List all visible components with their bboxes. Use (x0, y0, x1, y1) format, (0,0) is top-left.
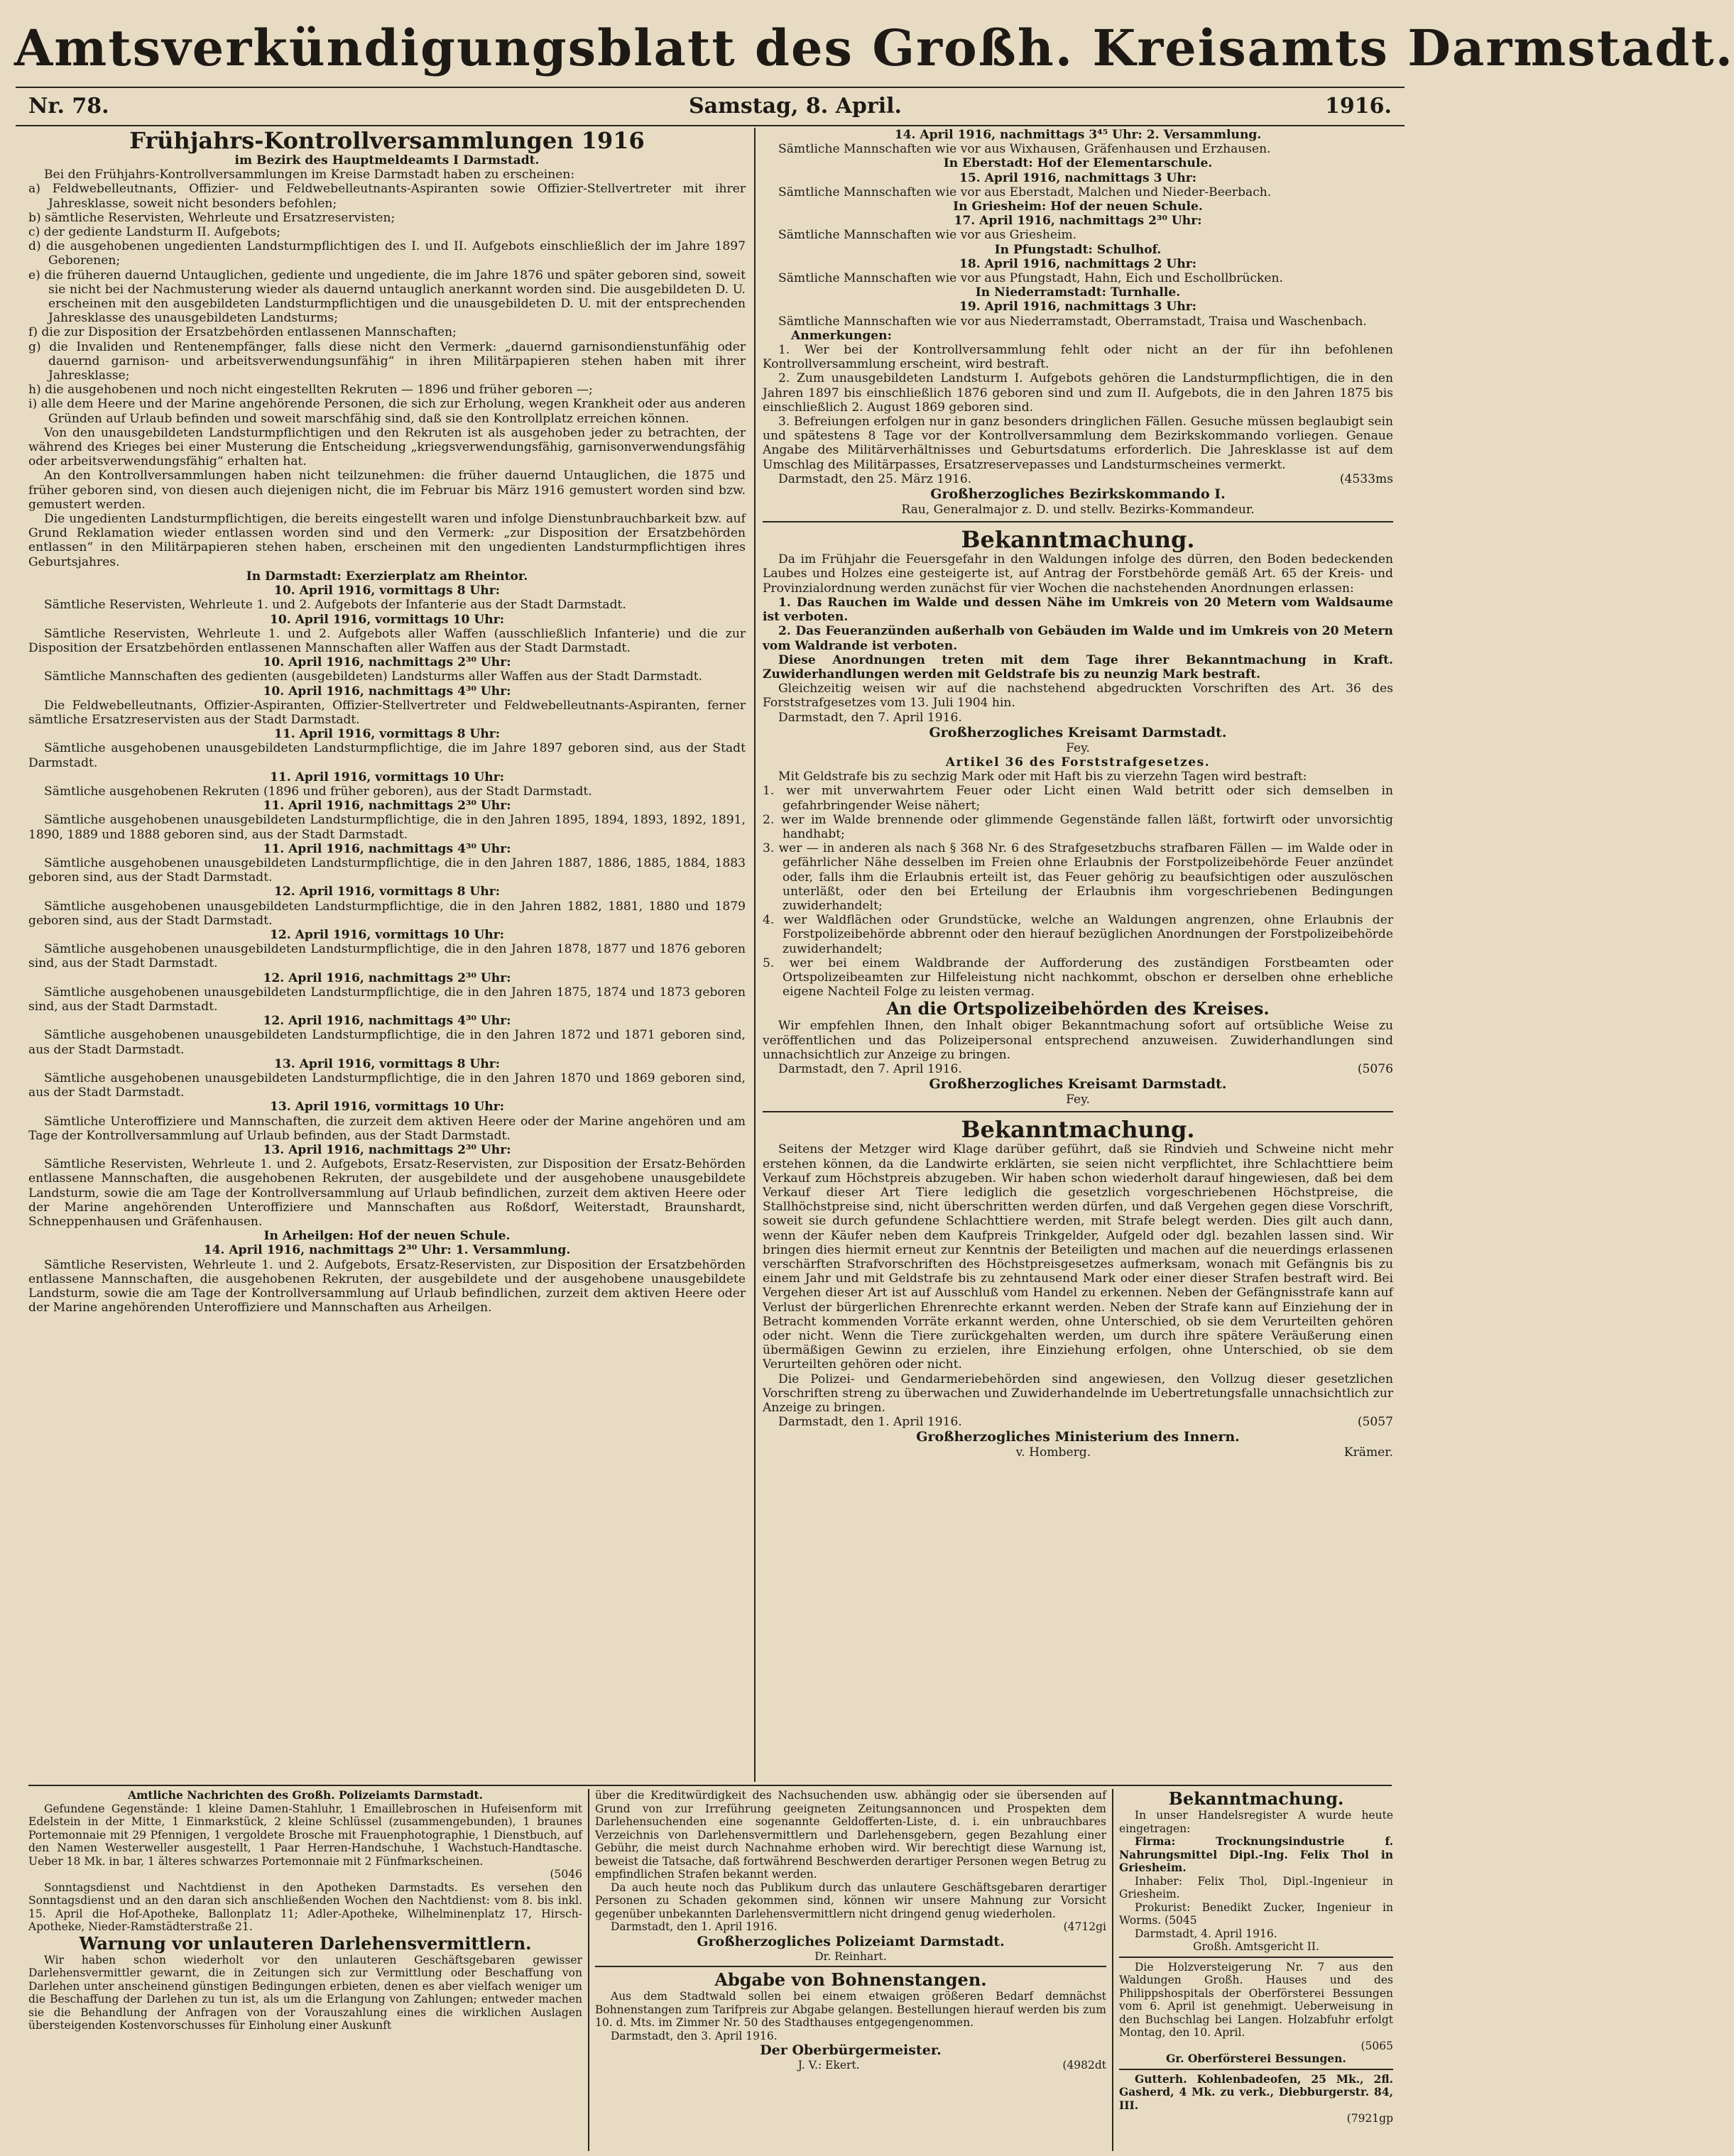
issue-rule (16, 125, 1405, 126)
c2-text3: Aus dem Stadtwald sollen bei einem etwaigen größeren Bedarf demnächst Bohnenstangen zum Tarifpreis zur Abgabe gelangen. Bestellungen hierauf werden bis zum 10. d. Mts. im Zimmer Nr. 50 des Stadthauses entgegengenommen. (595, 1990, 1106, 2029)
article-title: Artikel 36 des Forststrafgesetzes. (945, 755, 1211, 770)
notes-title: Anmerkungen: (791, 328, 892, 343)
note: 3. Befreiungen erfolgen nur in ganz besonders dringlichen Fällen. Gesuche müssen beglaubigt sein und spätestens 8 Tage vor der Kontrollversammlung dem Bezirkskommando vorliegen. Genaue Angabe des Militärverhältnisses und Geburtsdatums erforderlich. Die Jahresklasse ist auf dem Umschlag des Militärpasses, Ersatzreservepasses und Landsturmscheines vermerkt. (763, 415, 1393, 472)
c3-owner: Inhaber: Felix Thol, Dipl.-Ingenieur in Griesheim. (1119, 1874, 1393, 1900)
masthead-rule (16, 87, 1405, 88)
c3-text2: Die Holzversteigerung Nr. 7 aus den Waldungen Großh. Hauses und des Philippshospitals der Oberförsterei Bessungen vom 6. April ist genehmigt. Ueberweisung in den Buchschlag bei Langen. Holzabfuhr erfolgt Montag, den 10. April. (1119, 1960, 1393, 2039)
section-rule (763, 521, 1393, 522)
session-text: Sämtliche Reservisten, Wehrleute 1. und 2. Aufgebots, Ersatz-Reservisten, zur Disposition der Ersatz-Behörden entlassene Mannschaften, die ausgehobenen Rekruten, der ausgebildete und der ausgehobene unausgebildete Landsturm, sowie die am Tage der Kontrollversammlung auf Urlaub befindlichen, zurzeit dem aktiven Heere oder der Marine angehörenden Unteroffiziere und Mannschaften aus Roßdorf, Weiterstadt, Braunshardt, Schneppenhausen und Gräfenhausen. (28, 1157, 746, 1230)
session-when: 12. April 1916, vormittags 8 Uhr: (273, 885, 501, 899)
session-text: Sämtliche Reservisten, Wehrleute 1. und 2. Aufgebots aller Waffen (ausschließlich Infanterie) und die zur Disposition der Ersatzbehörden entlassenen Mannschaften aller Waffen aus der Stadt Darmstadt. (28, 626, 746, 655)
kontroll-item: b) sämtliche Reservisten, Wehrleute und Ersatzreservisten; (28, 210, 396, 225)
session-text: Sämtliche ausgehobenen unausgebildeten Landsturmpflichtige, die in den Jahren 1887, 1886, 1885, 1884, 1883 geboren sind, aus der Stadt Darmstadt. (28, 855, 746, 885)
session-when: 13. April 1916, vormittags 10 Uhr: (269, 1100, 505, 1115)
c1-head: Amtliche Nachrichten des Großh. Polizeiamts Darmstadt. (127, 1788, 484, 1802)
section-rule (1119, 2069, 1393, 2070)
session-text: Sämtliche ausgehobenen Rekruten (1896 und früher geboren), aus der Stadt Darmstadt. (44, 784, 592, 799)
session-text: Sämtliche ausgehobenen unausgebildeten Landsturmpflichtige, die im Jahre 1897 geboren sind, aus der Stadt Darmstadt. (28, 741, 746, 770)
kontroll-item: a) Feldwebelleutnants, Offizier- und Feldwebelleutnants-Aspiranten sowie Offizier-Stellvertreter mit ihrer Jahresklasse, soweit nicht besonders befohlen; (28, 182, 746, 211)
session-when: 10. April 1916, vormittags 10 Uhr: (269, 612, 505, 627)
kontroll-para: Die ungedienten Landsturmpflichtigen, die bereits eingestellt waren und infolge Dienstunbrauchbarkeit bzw. auf Grund Reklamation wieder entlassen worden sind und den Vermerk: „zur Disposition der Ersatzbehörden entlassen“ in den Militärpapieren stehen haben, erscheinen mit den ungedienten Landsturmpflichtigen ihres Geburtsjahres. (28, 512, 746, 569)
kontroll-para: Von den unausgebildeten Landsturmpflichtigen und den Rekruten ist als ausgehoben jeder zu betrachten, der während des Krieges bei einer Musterung die Entscheidung „kriegsverwendungsfähig, garnisonverwendungsfähig oder arbeitsverwendungsfähig“ erhalten hat. (28, 425, 746, 469)
notes-signature: Großherzogliches Bezirkskommando I. (930, 486, 1226, 503)
place-heading: In Niederramstadt: Turnhalle. (975, 285, 1181, 300)
issue-date: Samstag, 8. April. (689, 94, 902, 119)
left-column (28, 128, 746, 1751)
c1-title: Warnung vor unlauteren Darlehensvermittlern. (79, 1932, 532, 1954)
bottom-col-2 (595, 1789, 1106, 2151)
article-item: 4. wer Waldflächen oder Grundstücke, welche an Waldungen angrenzen, ohne Erlaubnis der Forstpolizeibehörde abbrennt oder den hierauf bezüglichen Anordnungen der Forstpolizeibehörde zuwiderhandelt; (763, 913, 1393, 956)
session-text: Sämtliche ausgehobenen unausgebildeten Landsturmpflichtige, die in den Jahren 1870 und 1869 geboren sind, aus der Stadt Darmstadt. (28, 1071, 746, 1100)
c2-title: Abgabe von Bohnenstangen. (714, 1969, 987, 1990)
session-when: 11. April 1916, vormittags 8 Uhr: (273, 727, 501, 742)
place-heading: In Griesheim: Hof der neuen Schule. (953, 199, 1203, 214)
session-when: 10. April 1916, vormittags 8 Uhr: (273, 584, 501, 598)
c3-ref-2: (5065 (1361, 2039, 1393, 2052)
b2-signature-name-2: Krämer. (1343, 1445, 1393, 1460)
session-text: Sämtliche Reservisten, Wehrleute 1. und 2. Aufgebots, Ersatz-Reservisten, zur Disposition der Ersatzbehörden entlassene Mannschaften, die ausgehobenen Rekruten, der ausgebildete und der ausgehobene unausgebildete Landsturm, sowie die am Tage der Kontrollversammlung auf Urlaub befindlichen, zurzeit dem aktiven Heere oder der Marine angehörenden Unteroffiziere und Mannschaften aus Arheilgen. (28, 1257, 746, 1315)
article-item: 5. wer bei einem Waldbrande der Aufforderung des zuständigen Forstbeamten oder Ortspolizeibeamten zur Hilfeleistung nicht nachkommt, obschon er derselben ohne erhebliche eigene Nachteil Folge zu leisten vermag. (763, 956, 1393, 1000)
section-rule (595, 1966, 1106, 1967)
right-column (763, 128, 1393, 1782)
issue-number: Nr. 78. (28, 94, 109, 119)
kontroll-item: e) die früheren dauernd Untauglichen, gediente und ungediente, die im Jahre 1876 und später geboren sind, soweit sie nicht bei der Nachmusterung wieder als dauernd untauglich anerkannt worden sind. Die ausgebildeten D. U. erscheinen mit den ausgebildeten Landsturmpflichtigen und die unausgebildeten D. U. mit der entsprechenden Jahresklasse des unausgebildeten Landsturms; (28, 268, 746, 326)
c1-text2: Sonntagsdienst und Nachtdienst in den Apotheken Darmstadts. Es versehen den Sonntagsdienst und an den daran sich anschließenden Wochen den Nachtdienst: vom 8. bis inkl. 15. April die Hof-Apotheke, Ballonplatz 11; Adler-Apotheke, Wilhelminenplatz 17, Hirsch-Apotheke, Nieder-Ramstädterstraße 21. (28, 1881, 582, 1933)
session-text: Sämtliche Mannschaften wie vor aus Pfungstadt, Hahn, Eich und Eschollbrücken. (778, 271, 1283, 286)
c1-text3: Wir haben schon wiederholt vor den unlauteren Geschäftsgebaren gewisser Darlehensvermittler gewarnt, die in Zeitungen sich zur Vermittlung oder Beschaffung von Darlehen unter anscheinend günstigen Bedingungen erbieten, denen es aber vielfach weniger um die Beschaffung der Darlehen zu tun ist, als um die Erlangung von Zahlungen; entweder machen sie die Behandlung der Anfragen von der Vorauszahlung eines die wirklichen Auslagen übersteigenden Kostenvorschusses für Einholung einer Auskunft (28, 1953, 582, 2032)
police-date-text: Darmstadt, den 7. April 1916. (778, 1061, 962, 1076)
c1-ref: (5046 (550, 1868, 582, 1881)
kontroll-title: Frühjahrs-Kontrollversammlungen 1916 (129, 127, 645, 154)
issue-row (21, 91, 1399, 124)
c3-ref: (5045 (1165, 1914, 1197, 1927)
c3-date: Darmstadt, 4. April 1916. (1135, 1927, 1277, 1940)
session-when: 10. April 1916, nachmittags 2³⁰ Uhr: (263, 655, 511, 670)
c2-date (595, 1920, 1106, 1934)
session-when: 11. April 1916, vormittags 10 Uhr: (269, 770, 505, 784)
c3-firm: Firma: Trocknungsindustrie f. Nahrungsmittel Dipl.-Ing. Felix Thol in Griesheim. (1119, 1834, 1393, 1874)
session-text: Sämtliche Mannschaften wie vor aus Niederramstadt, Oberramstadt, Traisa und Waschenbach. (778, 314, 1367, 329)
kontroll-item: c) der gediente Landsturm II. Aufgebots; (28, 225, 281, 240)
b2-date-text: Darmstadt, den 1. April 1916. (778, 1415, 962, 1430)
session-text: Sämtliche ausgehobenen unausgebildeten Landsturmpflichtige, die in den Jahren 1895, 1894, 1893, 1892, 1891, 1890, 1889 und 1888 geboren sind, aus der Stadt Darmstadt. (28, 813, 746, 842)
b1-item: 2. Das Feueranzünden außerhalb von Gebäuden im Walde und im Umkreis von 20 Metern vom Waldrande ist verboten. (763, 624, 1393, 653)
c2-text2: Da auch heute noch das Publikum durch das unlautere Geschäftsgebaren derartiger Personen zu Schaden gekommen sind, können wir unsere Mahnung zur Vorsicht gegenüber unbekannten Darlehensvermittlern nicht dringend genug wiederholen. (595, 1881, 1106, 1920)
b2-signature: Großherzogliches Ministerium des Innern. (916, 1429, 1240, 1445)
kontroll-item: d) die ausgehobenen ungedienten Landsturmpflichtigen des I. und II. Aufgebots einschließlich der im Jahre 1897 Geborenen; (28, 239, 746, 268)
b2-date (763, 1415, 1393, 1429)
b1-text: Da im Frühjahr die Feuersgefahr in den Waldungen infolge des dürren, den Boden bedeckenden Laubes und Holzes eine gesteigerte ist, auf Antrag der Forstbehörde gemäß Art. 65 der Kreis- und Provinzialordnung werden zunächst für vier Wochen die nachstehenden Anordnungen erlassen: (763, 552, 1393, 596)
b1-title: Bekanntmachung. (961, 526, 1195, 554)
session-text: Die Feldwebelleutnants, Offizier-Aspiranten, Offizier-Stellvertreter und Feldwebelleutnants-Aspiranten, ferner sämtliche Ersatzreservisten aus der Stadt Darmstadt. (28, 698, 746, 727)
b1-text3: Gleichzeitig weisen wir auf die nachstehend abgedruckten Vorschriften des Art. 36 des Forststrafgesetzes vom 13. Juli 1904 hin. (763, 682, 1393, 711)
place-heading: In Darmstadt: Exerzierplatz am Rheintor. (246, 569, 528, 584)
session-text: Sämtliche Mannschaften wie vor aus Wixhausen, Gräfenhausen und Erzhausen. (778, 142, 1271, 157)
bottom-divider (1112, 1789, 1113, 2151)
b1-date: Darmstadt, den 7. April 1916. (778, 710, 962, 725)
session-when: 11. April 1916, nachmittags 2³⁰ Uhr: (263, 799, 511, 814)
kontroll-items (28, 182, 746, 425)
session-text: Sämtliche Mannschaften wie vor aus Griesheim. (778, 228, 1077, 243)
session-when: 15. April 1916, nachmittags 3 Uhr: (959, 170, 1197, 185)
session-when: 12. April 1916, nachmittags 2³⁰ Uhr: (263, 970, 511, 985)
place-heading: In Pfungstadt: Schulhof. (994, 242, 1162, 257)
b1-text2: Diese Anordnungen treten mit dem Tage ihrer Bekanntmachung in Kraft. Zuwiderhandlungen werden mit Geldstrafe bis zu neunzig Mark bestraft. (763, 652, 1393, 682)
session-text: Sämtliche ausgehobenen unausgebildeten Landsturmpflichtige, die in den Jahren 1882, 1881, 1880 und 1879 geboren sind, aus der Stadt Darmstadt. (28, 899, 746, 928)
column-divider (754, 128, 756, 1782)
c2-signature-2-name (595, 2059, 1106, 2072)
session-when: 14. April 1916, nachmittags 2³⁰ Uhr: 1. Versammlung. (203, 1243, 571, 1258)
session-when: 13. April 1916, nachmittags 2³⁰ Uhr: (263, 1143, 511, 1158)
sessions-list (28, 584, 746, 1229)
bottom-col-1 (28, 1789, 582, 2151)
c3-text: In unser Handelsregister A wurde heute eingetragen: (1119, 1809, 1393, 1835)
c1-text: Gefundene Gegenstände: 1 kleine Damen-Stahluhr, 1 Emaillebroschen in Hufeisenform mit Edelstein in der Mitte, 1 Einmarkstück, 2 kleine Schlüssel (zusammengebunden), 1 braunes Portemonnaie mit 29 Pfennigen, 1 vergoldete Brosche mit Frauenphotographie, 1 Dienstbuch, auf den Namen Westerweller ausgestellt, 1 Paar Herren-Handschuhe, 1 Wachstuch-Handtasche. Ueber 18 Mk. in bar, 1 älteres schwarzes Portemonnaie mit 2 Fünfmarkscheinen. (28, 1802, 582, 1868)
section-rule (1119, 1957, 1393, 1958)
c2-ref: (4712gi (1063, 1920, 1106, 1933)
session-when: 19. April 1916, nachmittags 3 Uhr: (959, 300, 1197, 314)
c3-signature-2: Gr. Oberförsterei Bessungen. (1166, 2052, 1346, 2065)
place-heading: In Arheilgen: Hof der neuen Schule. (263, 1229, 511, 1244)
c3-signature: Großh. Amtsgericht II. (1193, 1940, 1319, 1953)
session-text: Sämtliche ausgehobenen unausgebildeten Landsturmpflichtige, die in den Jahren 1878, 1877 und 1876 geboren sind, aus der Stadt Darmstadt. (28, 942, 746, 971)
b2-text: Seitens der Metzger wird Klage darüber geführt, daß sie Rindvieh und Schweine nicht mehr erstehen können, da die Landwirte erklärten, sie seien nicht verpflichtet, ihre Schlachttiere beim Verkauf zum Höchstpreis abzugeben. Wir haben schon wiederholt darauf hingewiesen, daß bei dem Verkauf dieser Art Tiere lediglich die gesetzlich vorgeschriebenen Höchstpreise, die Stallhöchstpreise sind, nicht überschritten werden dürfen, und daß Vergehen gegen diese Vorschrift, soweit sie durch gefundene Schlachttiere werden, mit Strafe belegt werden. Dies gilt auch dann, wenn der Käufer neben dem Kaufpreis Trinkgelder, Aufgeld oder dgl. bezahlen lassen sind. Wir bringen dies hiermit erneut zur Kenntnis der Beteiligten und machen auf die neuerdings erlassenen verschärften Strafvorschriften des Höchstpreisgesetzes aufmerksam, wonach mit Gefängnis bis zu einem Jahr und mit Geldstrafe bis zu zehntausend Mark oder einer dieser Strafen bestraft wird. Bei Vergehen dieser Art ist auf Ausschluß vom Handel zu erkennen. Neben der Gefängnisstrafe kann auf Verlust der bürgerlichen Ehrenrechte erkannt werden. Neben der Strafe kann auf Einziehung der in Betracht kommenden Vorräte erkannt werden, ohne Unterschied, ob sie dem Verurteilten gehören oder nicht. Wenn die Tiere zurückgehalten werden, um durch ihre spätere Veräußerung einen übermäßigen Gewinn zu erzielen, ihre Einziehung erfolgen, ohne Unterschied, ob sie dem Verurteilten gehören oder nicht. (763, 1142, 1393, 1372)
police-title: An die Ortspolizeibehörden des Kreises. (886, 998, 1270, 1019)
session-when: 10. April 1916, nachmittags 4³⁰ Uhr: (263, 684, 511, 699)
article-item: 2. wer im Walde brennende oder glimmende Gegenstände fallen läßt, fortwirft oder unvorsichtig handhabt; (763, 812, 1393, 841)
police-signature-name: Fey. (1066, 1093, 1090, 1107)
session-text: Sämtliche Reservisten, Wehrleute 1. und 2. Aufgebots der Infanterie aus der Stadt Darmstadt. (44, 598, 626, 613)
session-when: 12. April 1916, vormittags 10 Uhr: (269, 927, 505, 942)
kontroll-item: f) die zur Disposition der Ersatzbehörden entlassenen Mannschaften; (28, 325, 457, 340)
notes-date (763, 472, 1393, 486)
session-text: Sämtliche ausgehobenen unausgebildeten Landsturmpflichtige, die in den Jahren 1872 und 1871 geboren sind, aus der Stadt Darmstadt. (28, 1028, 746, 1057)
kontroll-item: i) alle dem Heere und der Marine angehörende Personen, die sich zur Erholung, wegen Krankheit oder aus anderen Gründen auf Urlaub befinden und soweit marschfähig sind, daß sie den Kontrollplatz erreichen können. (28, 397, 746, 426)
issue-year: 1916. (1325, 94, 1392, 119)
notes-ref: (4533ms (1339, 471, 1393, 486)
b1-signature-name: Fey. (1066, 740, 1090, 755)
c3-prok-text: Prokurist: Benedikt Zucker, Ingenieur in Worms. (1119, 1900, 1393, 1927)
kontroll-continuation (763, 128, 1393, 329)
article-items (763, 784, 1393, 999)
kontroll-item: g) die Invaliden und Rentenempfänger, falls diese nicht den Vermerk: „dauernd garnisondienstunfähig oder dauernd garnison- und arbeitsverwendungsunfähig“ in ihren Militärpapieren stehen haben mit ihrer Jahresklasse; (28, 339, 746, 383)
session-text: Sämtliche Unteroffiziere und Mannschaften, die zurzeit dem aktiven Heere oder der Marine angehören und am Tage der Kontrollversammlung auf Urlaub befinden, aus der Stadt Darmstadt. (28, 1114, 746, 1143)
b2-text2: Die Polizei- und Gendarmeriebehörden sind angewiesen, den Vollzug dieser gesetzlichen Vorschriften streng zu überwachen und Zuwiderhandelnde im Uebertretungsfalle unnachsichtlich zur Anzeige zu bringen. (763, 1372, 1393, 1416)
b1-signature: Großherzogliches Kreisamt Darmstadt. (929, 724, 1227, 740)
session-when: 13. April 1916, vormittags 8 Uhr: (273, 1056, 501, 1071)
kontroll-intro: Bei den Frühjahrs-Kontrollversammlungen im Kreise Darmstadt haben zu erscheinen: (44, 168, 575, 182)
kontroll-subtitle: im Bezirk des Hauptmeldeamts I Darmstadt. (234, 153, 540, 168)
session-text: Sämtliche ausgehobenen unausgebildeten Landsturmpflichtige, die in den Jahren 1875, 1874 und 1873 geboren sind, aus der Stadt Darmstadt. (28, 985, 746, 1014)
session-text: Sämtliche Mannschaften des gedienten (ausgebildeten) Landsturms aller Waffen aus der Stadt Darmstadt. (44, 669, 703, 684)
note: 2. Zum unausgebildeten Landsturm I. Aufgebots gehören die Landsturmpflichtigen, die in den Jahren 1897 bis einschließlich 1876 geboren sind und zum II. Aufgebots, die in den Jahren 1875 bis einschließlich 2. August 1869 geboren sind. (763, 371, 1393, 415)
session-when: 17. April 1916, nachmittags 2³⁰ Uhr: (954, 214, 1202, 229)
c2-ref-2: (4982dt (1062, 2059, 1106, 2072)
kontroll-item: h) die ausgehobenen und noch nicht eingestellten Rekruten — 1896 und früher geboren —; (28, 383, 593, 398)
article-item: 3. wer — in anderen als nach § 368 Nr. 6 des Strafgesetzbuchs strafbaren Fällen — im Walde oder in gefährlicher Nähe desselben im Freien ohne Erlaubnis der Forstpolizeibehörde Feuer anzündet oder, falls ihm die Erlaubnis erteilt ist, das Feuer gehörig zu beaufsichtigen oder auszulöschen unterläßt, oder den bei Erteilung der Erlaubnis ihm vorgeschriebenen Bedingungen zuwiderhandelt; (763, 841, 1393, 913)
police-signature: Großherzogliches Kreisamt Darmstadt. (929, 1076, 1227, 1093)
b1-item: 1. Das Rauchen im Walde und dessen Nähe im Umkreis von 20 Metern vom Waldsaume ist verboten. (763, 595, 1393, 625)
c2-signature-name: Dr. Reinhart. (814, 1949, 887, 1963)
article-text: Mit Geldstrafe bis zu sechzig Mark oder mit Haft bis zu vierzehn Tagen wird bestraft: (778, 770, 1307, 784)
c2-date-text: Darmstadt, den 1. April 1916. (611, 1920, 778, 1933)
b2-signature-name (763, 1445, 1393, 1460)
session-when: 14. April 1916, nachmittags 3⁴⁵ Uhr: 2. Versammlung. (894, 128, 1262, 142)
bottom-divider (588, 1789, 589, 2151)
c2-text: über die Kreditwürdigkeit des Nachsuchenden usw. abhängig oder sie übersenden auf Grund von zur Irreführung geeigneten Zeitungsannoncen und Prospekten dem Darlehensuchenden eine sogenannte Geldofferten-Liste, d. i. ein unbrauchbares Verzeichnis von Darlehensvermittlern und Darlehensgebern, gegen Bezahlung einer Gebühr, die meist durch Nachnahme erhoben wird. Wir berechtigt diese Warnung ist, beweist die Tatsache, daß fortwährend Beschwerden derartiger Personen wegen Betrug zu empfindlichen Strafen bekannt werden. (595, 1789, 1106, 1881)
bottom-col-3 (1119, 1789, 1393, 2151)
c3-ad-ref: (7921gp (1346, 2112, 1393, 2125)
bottom-rule (28, 1785, 1392, 1786)
police-text: Wir empfehlen Ihnen, den Inhalt obiger Bekanntmachung sofort auf ortsübliche Weise zu veröffentlichen und das Polizeipersonal entsprechend anzuweisen. Zuwiderhandlungen sind unnachsichtlich zur Anzeige zu bringen. (763, 1019, 1393, 1062)
c2-signature-2: Der Oberbürgermeister. (760, 2042, 942, 2058)
session-when: 18. April 1916, nachmittags 2 Uhr: (959, 256, 1197, 271)
note: 1. Wer bei der Kontrollversammlung fehlt oder nicht an der für ihn befohlenen Kontrollversammlung erscheint, wird bestraft. (763, 343, 1393, 372)
b2-title: Bekanntmachung. (961, 1116, 1195, 1144)
section-rule (763, 1111, 1393, 1112)
article-item: 1. wer mit unverwahrtem Feuer oder Licht einen Wald betritt oder sich demselben in gefahrbringender Weise nähert; (763, 784, 1393, 813)
masthead-title: Amtsverkündigungsblatt des Großh. Kreisamts Darmstadt. (14, 18, 1734, 77)
c2-signature: Großherzogliches Polizeiamt Darmstadt. (697, 1933, 1005, 1949)
notes-date-text: Darmstadt, den 25. März 1916. (778, 471, 972, 486)
c3-prok (1119, 1901, 1393, 1927)
c3-title: Bekanntmachung. (1168, 1788, 1344, 1809)
session-when: 12. April 1916, nachmittags 4³⁰ Uhr: (263, 1014, 511, 1029)
b2-ref: (5057 (1357, 1415, 1393, 1430)
c2-signature-2-name-text: J. V.: Ekert. (797, 2059, 860, 2072)
c2-date2: Darmstadt, den 3. April 1916. (611, 2029, 778, 2042)
place-heading: In Eberstadt: Hof der Elementarschule. (943, 156, 1213, 171)
notes-signature-name: Rau, Generalmajor z. D. und stellv. Bezirks-Kommandeur. (901, 503, 1255, 518)
b2-signature-name-1: v. Homberg. (1015, 1445, 1091, 1460)
kontroll-para: An den Kontrollversammlungen haben nicht teilzunehmen: die früher dauernd Untauglichen, die 1875 und früher geboren sind, von diesen auch diejenigen nicht, die im Februar bis März 1916 gemustert worden sind bzw. gemustert werden. (28, 469, 746, 512)
police-date (763, 1062, 1393, 1076)
police-ref: (5076 (1357, 1061, 1393, 1076)
session-text: Sämtliche Mannschaften wie vor aus Eberstadt, Malchen und Nieder-Beerbach. (778, 185, 1272, 199)
c3-ad: Gutterh. Kohlenbadeofen, 25 Mk., 2fl. Gasherd, 4 Mk. zu verk., Diebburgerstr. 84, III. (1119, 2072, 1393, 2112)
session-when: 11. April 1916, nachmittags 4³⁰ Uhr: (263, 841, 511, 856)
